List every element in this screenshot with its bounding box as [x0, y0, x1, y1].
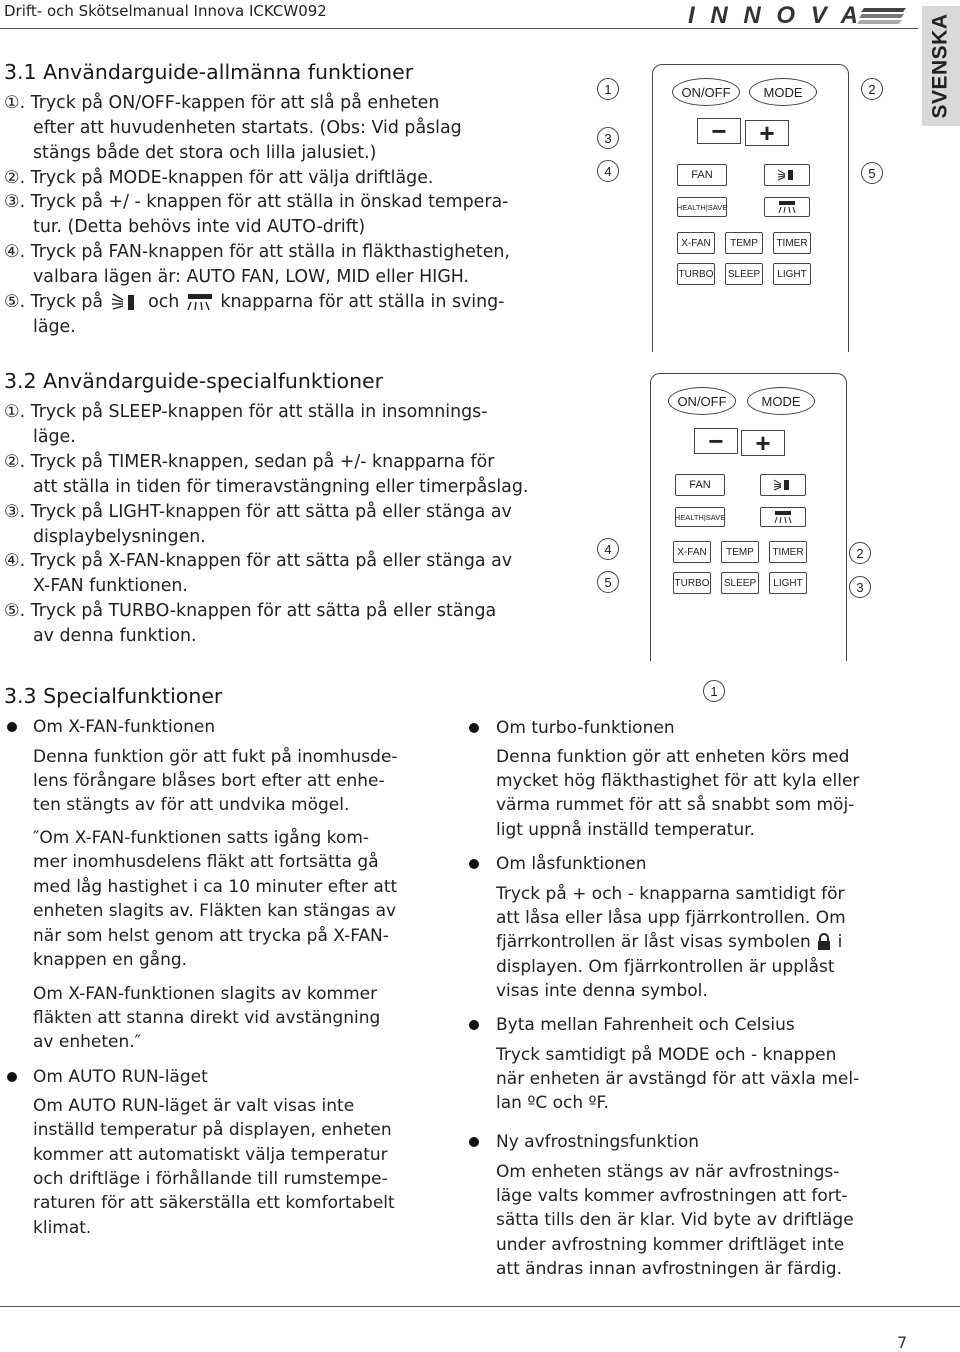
on-off-button: ON/OFF: [672, 78, 740, 106]
auto-run-text: inställd temperatur på displayen, enheten: [33, 1120, 392, 1140]
language-tab: SVENSKA: [922, 6, 960, 126]
swing-horizontal-button: [760, 507, 806, 527]
bullet: [469, 1137, 479, 1147]
lock-text: visas inte denna symbol.: [496, 981, 708, 1001]
lock-text: Tryck på + och - knapparna samtidigt för: [496, 884, 845, 904]
s31-line: ④. Tryck på FAN-knappen för att ställa in fläkthastigheten,: [4, 242, 510, 262]
s31-line: stängs både det stora och lilla jalusiet.): [33, 143, 377, 163]
callout-5: 5: [597, 571, 619, 593]
bullet: [469, 859, 479, 869]
turbo-button: TURBO: [673, 572, 711, 594]
s32-line: ⑤. Tryck på TURBO-knappen för att sätta på eller stänga: [4, 601, 497, 621]
remote-control-diagram-2: [650, 373, 847, 661]
auto-run-title: Om AUTO RUN-läget: [33, 1067, 208, 1087]
bullet: [469, 1020, 479, 1030]
callout-1: 1: [597, 78, 619, 100]
auto-run-text: kommer att automatiskt välja temperatur: [33, 1145, 388, 1165]
document-header-title: Drift- och Skötselmanual Innova ICKCW092: [4, 2, 327, 20]
s32-line: att ställa in tiden för timeravstängning eller timerpåslag.: [33, 477, 529, 497]
minus-button: −: [694, 428, 738, 454]
plus-button: +: [741, 430, 785, 456]
turbo-text: värma rummet för att så snabbt som möj-: [496, 795, 855, 815]
lock-text: att låsa eller låsa upp fjärrkontrollen. Om: [496, 908, 846, 928]
auto-run-text: klimat.: [33, 1218, 92, 1238]
swing-vertical-icon: [772, 478, 794, 492]
sleep-button: SLEEP: [725, 263, 763, 285]
mode-button: MODE: [747, 387, 815, 415]
defrost-text: Om enheten stängs av när avfrostnings-: [496, 1162, 840, 1182]
fahrenheit-title: Byta mellan Fahrenheit och Celsius: [496, 1015, 795, 1035]
swing-vertical-icon: [776, 168, 798, 182]
swing-vertical-button: [764, 164, 810, 186]
xfan-text-1: ten stängts av för att undvika mögel.: [33, 795, 350, 815]
temp-button: TEMP: [721, 541, 759, 563]
s32-line: ②. Tryck på TIMER-knappen, sedan på +/- knapparna för: [4, 452, 495, 472]
s32-line: läge.: [33, 427, 76, 447]
auto-run-text: raturen för att säkerställa ett komfortabelt: [33, 1193, 395, 1213]
fahrenheit-text: när enheten är avstängd för att växla mel-: [496, 1069, 860, 1089]
fan-button: FAN: [677, 164, 727, 186]
section-3-1-heading: 3.1 Användarguide-allmänna funktioner: [4, 60, 414, 84]
callout-5: 5: [861, 162, 883, 184]
timer-button: TIMER: [769, 541, 807, 563]
light-button: LIGHT: [773, 263, 811, 285]
plus-button: +: [745, 120, 789, 146]
turbo-button: TURBO: [677, 263, 715, 285]
swing-horizontal-button: [764, 197, 810, 217]
s32-line: ①. Tryck på SLEEP-knappen för att ställa in insomnings-: [4, 402, 488, 422]
swing-vertical-button: [760, 474, 806, 496]
callout-4: 4: [597, 538, 619, 560]
health-save-button: HEALTH|SAVE: [677, 197, 727, 217]
light-button: LIGHT: [769, 572, 807, 594]
remote-control-diagram-1: [652, 64, 849, 352]
bullet: [7, 1072, 17, 1082]
logo-text: INNOVA: [688, 4, 858, 26]
xfan-text-2: när som helst genom att trycka på X-FAN-: [33, 926, 389, 946]
fan-button: FAN: [675, 474, 725, 496]
defrost-text: att ändras innan avfrostningen är färdig.: [496, 1259, 842, 1279]
minus-button: −: [697, 118, 741, 144]
xfan-text-3: Om X-FAN-funktionen slagits av kommer: [33, 984, 378, 1004]
defrost-text: under avfrostning kommer driftläget inte: [496, 1235, 845, 1255]
fahrenheit-text: Tryck samtidigt på MODE och - knappen: [496, 1045, 837, 1065]
lock-text: displayen. Om fjärrkontrollen är upplåst: [496, 957, 835, 977]
callout-3: 3: [849, 576, 871, 598]
xfan-text-2: mer inomhusdelens fläkt att fortsätta gå: [33, 852, 379, 872]
s32-line: ④. Tryck på X-FAN-knappen för att sätta på eller stänga av: [4, 551, 513, 571]
swing-horizontal-icon: [777, 200, 797, 214]
sleep-button: SLEEP: [721, 572, 759, 594]
callout-1: 1: [703, 680, 725, 702]
auto-run-text: Om AUTO RUN-läget är valt visas inte: [33, 1096, 355, 1116]
timer-button: TIMER: [773, 232, 811, 254]
swing-horizontal-icon: [773, 510, 793, 524]
turbo-text: Denna funktion gör att enheten körs med: [496, 747, 850, 767]
lock-title: Om låsfunktionen: [496, 854, 647, 874]
defrost-text: läge valts kommer avfrostningen att fort-: [496, 1186, 848, 1206]
s31-line-swing: ⑤. Tryck på och knapparna för att ställa in sving-: [4, 292, 505, 312]
x-fan-button: X-FAN: [673, 541, 711, 563]
xfan-text-3: fläkten att stanna direkt vid avstängning: [33, 1008, 381, 1028]
s31-line: ①. Tryck på ON/OFF-kappen för att slå på enheten: [4, 93, 440, 113]
swing-horizontal-icon: [185, 291, 215, 313]
xfan-title: Om X-FAN-funktionen: [33, 717, 216, 737]
fahrenheit-text: lan ºC och ºF.: [496, 1093, 609, 1113]
defrost-title: Ny avfrostningsfunktion: [496, 1132, 700, 1152]
page-number: 7: [897, 1333, 908, 1352]
health-save-button: HEALTH|SAVE: [675, 507, 725, 527]
bullet: [469, 723, 479, 733]
xfan-text-1: lens förångare blåses bort efter att enhe-: [33, 771, 385, 791]
bullet: [7, 722, 17, 732]
innova-logo: [688, 4, 908, 26]
footer-divider: [0, 1306, 960, 1307]
xfan-text-2: enheten slagits av. Fläkten kan stängas av: [33, 901, 397, 921]
section-3-3-heading: 3.3 Specialfunktioner: [4, 684, 223, 708]
xfan-text-1: Denna funktion gör att fukt på inomhusde-: [33, 747, 398, 767]
auto-run-text: och driftläge i förhållande till rumstempe-: [33, 1169, 388, 1189]
turbo-title: Om turbo-funktionen: [496, 718, 675, 738]
header-divider: [0, 28, 918, 29]
xfan-text-2: ″Om X-FAN-funktionen satts igång kom-: [33, 828, 370, 848]
s31-line: valbara lägen är: AUTO FAN, LOW, MID eller HIGH.: [33, 267, 470, 287]
s32-line: ③. Tryck på LIGHT-knappen för att sätta på eller stänga av: [4, 502, 512, 522]
xfan-text-2: med låg hastighet i ca 10 minuter efter att: [33, 877, 398, 897]
xfan-text-2: knappen en gång.: [33, 950, 188, 970]
section-3-2-heading: 3.2 Användarguide-specialfunktioner: [4, 369, 384, 393]
s32-line: av denna funktion.: [33, 626, 197, 646]
s32-line: displaybelysningen.: [33, 527, 206, 547]
s31-line: ③. Tryck på +/ - knappen för att ställa in önskad tempera-: [4, 192, 509, 212]
callout-4: 4: [597, 160, 619, 182]
temp-button: TEMP: [725, 232, 763, 254]
turbo-text: mycket hög fläkthastighet för att kyla eller: [496, 771, 860, 791]
mode-button: MODE: [749, 78, 817, 106]
defrost-text: sätta tills den är klar. Vid byte av driftläge: [496, 1210, 854, 1230]
turbo-text: ligt uppnå inställd temperatur.: [496, 820, 755, 840]
s32-line: X-FAN funktionen.: [33, 576, 188, 596]
on-off-button: ON/OFF: [668, 387, 736, 415]
x-fan-button: X-FAN: [677, 232, 715, 254]
s31-line: ②. Tryck på MODE-knappen för att välja driftläge.: [4, 168, 434, 188]
swing-vertical-icon: [109, 291, 143, 313]
s31-line: läge.: [33, 317, 76, 337]
s31-line: tur. (Detta behövs inte vid AUTO-drift): [33, 217, 366, 237]
callout-2: 2: [861, 78, 883, 100]
lock-text-with-symbol: fjärrkontrollen är låst visas symbolen i: [496, 932, 843, 952]
callout-3: 3: [597, 127, 619, 149]
lock-icon: [816, 933, 832, 951]
xfan-text-3: av enheten.″: [33, 1032, 142, 1052]
callout-2: 2: [849, 542, 871, 564]
s31-line: efter att huvudenheten startats. (Obs: Vid påslag: [33, 118, 462, 138]
